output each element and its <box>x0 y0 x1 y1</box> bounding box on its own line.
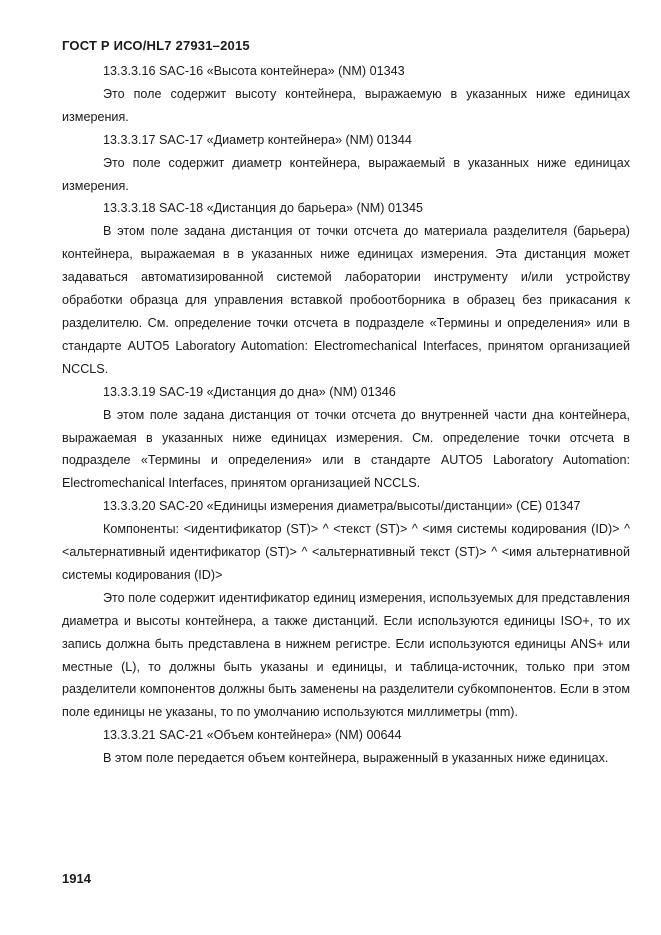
paragraph-19: В этом поле задана дистанция от точки отсчета до внутренней части дна контейнера, выражаемая в указанных ниже единицах измерения. См. определение точки отсчета в подразделе «Термины и определения» или в стандарте AUTO5 Laboratory Automation: Electromechanical Interfaces, принятом организацией NCCLS. <box>62 407 630 491</box>
paragraph-17: Это поле содержит диаметр контейнера, выражаемый в указанных ниже единицах измерения. <box>62 155 630 193</box>
section-heading-18: 13.3.3.18 SAC-18 «Дистанция до барьера» (NM) 01345 <box>103 201 423 216</box>
document-body <box>62 60 630 770</box>
section-heading-19: 13.3.3.19 SAC-19 «Дистанция до дна» (NM) 01346 <box>103 384 396 399</box>
page-number: 1914 <box>62 871 91 886</box>
section-heading-21: 13.3.3.21 SAC-21 «Объем контейнера» (NM) 00644 <box>103 728 402 743</box>
section-heading-17: 13.3.3.17 SAC-17 «Диаметр контейнера» (NM) 01344 <box>103 132 412 147</box>
paragraph-20-components: Компоненты: <идентификатор (ST)> ^ <текст (ST)> ^ <имя системы кодирования (ID)> ^ <альтернативный идентификатор (ST)> ^ <альтернативный текст (ST)> ^ <имя альтернативной системы кодирования (ID)> <box>62 522 630 582</box>
paragraph-18: В этом поле задана дистанция от точки отсчета до материала разделителя (барьера) контейнера, выражаемая в в указанных ниже единицах измерения. Эта дистанция может задаваться автоматизированной системой лаборатории инструменту и/или устройству обработки образца для управления вставкой пробоотборника в образец без прикасания к разделителю. См. определение точки отсчета в подразделе «Термины и определения» или в стандарте AUTO5 Laboratory Automation: Electromechanical Interfaces, принятом организацией NCCLS. <box>62 224 630 376</box>
paragraph-21: В этом поле передается объем контейнера, выраженный в указанных ниже единицах. <box>103 751 609 766</box>
paragraph-20-description: Это поле содержит идентификатор единиц измерения, используемых для представления диаметра и высоты контейнера, а также дистанций. Если используются единицы ISO+, то их запись должна быть представлена в нижнем регистре. Если используются единицы ANS+ или местные (L), то должны быть указаны и единицы, и таблица-источник, только при этом разделители компонентов должны быть заменены на разделители субкомпонентов. Если в этом поле единицы не указаны, то по умолчанию используются миллиметры (mm). <box>62 590 630 720</box>
paragraph-16: Это поле содержит высоту контейнера, выражаемую в указанных ниже единицах измерения. <box>62 86 630 124</box>
section-heading-16: 13.3.3.16 SAC-16 «Высота контейнера» (NM) 01343 <box>103 64 405 78</box>
section-heading-20: 13.3.3.20 SAC-20 «Единицы измерения диаметра/высоты/дистанции» (CE) 01347 <box>103 499 581 514</box>
document-header: ГОСТ Р ИСО/HL7 27931–2015 <box>62 38 250 53</box>
